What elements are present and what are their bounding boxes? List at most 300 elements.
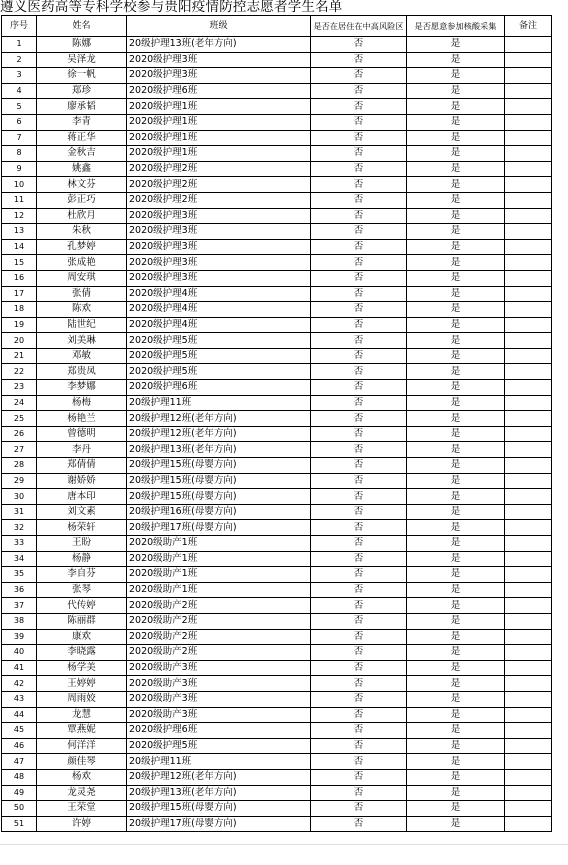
cell-name: 杜欣月 xyxy=(37,208,127,224)
cell-class: 2020级护理3班 xyxy=(127,208,311,224)
cell-risk-area: 否 xyxy=(311,255,407,271)
table-row xyxy=(2,317,552,333)
cell-risk-area: 否 xyxy=(311,551,407,567)
cell-name: 陆世纪 xyxy=(37,317,127,333)
table-row xyxy=(2,473,552,489)
cell-risk-area: 否 xyxy=(311,723,407,739)
cell-risk-area: 否 xyxy=(311,660,407,676)
cell-class: 2020级护理5班 xyxy=(127,738,311,754)
cell-name: 刘美琳 xyxy=(37,333,127,349)
page-bottom-strip xyxy=(0,844,568,865)
cell-note xyxy=(505,489,552,505)
cell-note xyxy=(505,333,552,349)
cell-no: 3 xyxy=(2,68,37,84)
cell-no: 40 xyxy=(2,645,37,661)
volunteer-table xyxy=(1,15,552,832)
cell-willing: 是 xyxy=(407,816,505,832)
cell-class: 2020级助产1班 xyxy=(127,551,311,567)
table-row xyxy=(2,348,552,364)
cell-class: 2020级助产2班 xyxy=(127,598,311,614)
cell-risk-area: 否 xyxy=(311,801,407,817)
cell-note xyxy=(505,255,552,271)
cell-class: 2020级助产2班 xyxy=(127,613,311,629)
cell-note xyxy=(505,348,552,364)
cell-willing: 是 xyxy=(407,551,505,567)
cell-risk-area: 否 xyxy=(311,208,407,224)
cell-name: 唐本印 xyxy=(37,489,127,505)
cell-willing: 是 xyxy=(407,192,505,208)
header-note: 备注 xyxy=(505,16,552,37)
cell-willing: 是 xyxy=(407,224,505,240)
cell-name: 邓敏 xyxy=(37,348,127,364)
cell-note xyxy=(505,473,552,489)
cell-willing: 是 xyxy=(407,738,505,754)
cell-no: 41 xyxy=(2,660,37,676)
cell-no: 17 xyxy=(2,286,37,302)
cell-no: 44 xyxy=(2,707,37,723)
cell-name: 覃燕妮 xyxy=(37,723,127,739)
cell-name: 张成艳 xyxy=(37,255,127,271)
cell-class: 2020级护理5班 xyxy=(127,364,311,380)
table-row xyxy=(2,286,552,302)
cell-note xyxy=(505,130,552,146)
cell-willing: 是 xyxy=(407,114,505,130)
cell-risk-area: 否 xyxy=(311,598,407,614)
cell-name: 姚鑫 xyxy=(37,161,127,177)
table-row xyxy=(2,551,552,567)
cell-note xyxy=(505,458,552,474)
table-row xyxy=(2,489,552,505)
cell-risk-area: 否 xyxy=(311,691,407,707)
cell-willing: 是 xyxy=(407,286,505,302)
cell-name: 康欢 xyxy=(37,629,127,645)
cell-name: 金秋吉 xyxy=(37,146,127,162)
cell-risk-area: 否 xyxy=(311,645,407,661)
cell-name: 陈娜 xyxy=(37,37,127,53)
table-row xyxy=(2,208,552,224)
cell-note xyxy=(505,99,552,115)
cell-risk-area: 否 xyxy=(311,286,407,302)
cell-no: 46 xyxy=(2,738,37,754)
cell-class: 2020级护理1班 xyxy=(127,114,311,130)
cell-name: 郑倩倩 xyxy=(37,458,127,474)
cell-risk-area: 否 xyxy=(311,239,407,255)
cell-risk-area: 否 xyxy=(311,613,407,629)
cell-name: 何洋洋 xyxy=(37,738,127,754)
table-row xyxy=(2,364,552,380)
cell-note xyxy=(505,286,552,302)
cell-risk-area: 否 xyxy=(311,52,407,68)
cell-note xyxy=(505,395,552,411)
cell-class: 2020级护理4班 xyxy=(127,286,311,302)
cell-willing: 是 xyxy=(407,645,505,661)
cell-class: 20级护理12班(老年方向) xyxy=(127,426,311,442)
cell-willing: 是 xyxy=(407,146,505,162)
cell-note xyxy=(505,83,552,99)
cell-no: 27 xyxy=(2,442,37,458)
cell-willing: 是 xyxy=(407,239,505,255)
table-row xyxy=(2,224,552,240)
cell-risk-area: 否 xyxy=(311,411,407,427)
cell-no: 48 xyxy=(2,769,37,785)
cell-willing: 是 xyxy=(407,458,505,474)
table-row xyxy=(2,192,552,208)
cell-name: 李丹 xyxy=(37,442,127,458)
cell-name: 李梦娜 xyxy=(37,380,127,396)
cell-class: 2020级护理6班 xyxy=(127,380,311,396)
cell-class: 20级护理12班(老年方向) xyxy=(127,769,311,785)
cell-no: 11 xyxy=(2,192,37,208)
cell-no: 31 xyxy=(2,504,37,520)
header-willing: 是否愿意参加核酸采集 xyxy=(407,16,505,37)
table-row xyxy=(2,380,552,396)
cell-risk-area: 否 xyxy=(311,364,407,380)
cell-name: 张倩 xyxy=(37,286,127,302)
cell-no: 23 xyxy=(2,380,37,396)
cell-risk-area: 否 xyxy=(311,114,407,130)
cell-risk-area: 否 xyxy=(311,536,407,552)
cell-willing: 是 xyxy=(407,270,505,286)
cell-no: 12 xyxy=(2,208,37,224)
cell-no: 21 xyxy=(2,348,37,364)
cell-willing: 是 xyxy=(407,333,505,349)
cell-name: 龙慧 xyxy=(37,707,127,723)
cell-willing: 是 xyxy=(407,177,505,193)
cell-risk-area: 否 xyxy=(311,333,407,349)
cell-no: 45 xyxy=(2,723,37,739)
cell-risk-area: 否 xyxy=(311,629,407,645)
table-row xyxy=(2,598,552,614)
cell-note xyxy=(505,114,552,130)
cell-risk-area: 否 xyxy=(311,816,407,832)
cell-no: 1 xyxy=(2,37,37,53)
table-row xyxy=(2,567,552,583)
cell-class: 2020级护理4班 xyxy=(127,302,311,318)
cell-name: 杨静 xyxy=(37,551,127,567)
cell-willing: 是 xyxy=(407,691,505,707)
cell-name: 林文芬 xyxy=(37,177,127,193)
cell-class: 20级护理11班 xyxy=(127,395,311,411)
cell-risk-area: 否 xyxy=(311,458,407,474)
cell-name: 李自芬 xyxy=(37,567,127,583)
cell-class: 2020级护理2班 xyxy=(127,192,311,208)
cell-class: 20级护理15班(母婴方向) xyxy=(127,801,311,817)
cell-no: 30 xyxy=(2,489,37,505)
cell-class: 2020级助产1班 xyxy=(127,567,311,583)
cell-risk-area: 否 xyxy=(311,99,407,115)
cell-name: 代传婷 xyxy=(37,598,127,614)
cell-no: 13 xyxy=(2,224,37,240)
cell-no: 35 xyxy=(2,567,37,583)
cell-willing: 是 xyxy=(407,754,505,770)
cell-name: 王婷婷 xyxy=(37,676,127,692)
cell-willing: 是 xyxy=(407,317,505,333)
cell-note xyxy=(505,426,552,442)
cell-willing: 是 xyxy=(407,68,505,84)
cell-willing: 是 xyxy=(407,801,505,817)
cell-note xyxy=(505,317,552,333)
cell-class: 2020级助产1班 xyxy=(127,582,311,598)
cell-note xyxy=(505,270,552,286)
cell-class: 20级护理12班(老年方向) xyxy=(127,411,311,427)
cell-note xyxy=(505,660,552,676)
cell-name: 孔梦婷 xyxy=(37,239,127,255)
cell-no: 36 xyxy=(2,582,37,598)
cell-willing: 是 xyxy=(407,426,505,442)
cell-note xyxy=(505,769,552,785)
cell-note xyxy=(505,707,552,723)
cell-name: 吴泽龙 xyxy=(37,52,127,68)
cell-risk-area: 否 xyxy=(311,224,407,240)
cell-no: 10 xyxy=(2,177,37,193)
cell-note xyxy=(505,738,552,754)
cell-name: 杨欢 xyxy=(37,769,127,785)
cell-note xyxy=(505,380,552,396)
cell-risk-area: 否 xyxy=(311,582,407,598)
cell-name: 王荣堂 xyxy=(37,801,127,817)
cell-risk-area: 否 xyxy=(311,520,407,536)
cell-note xyxy=(505,691,552,707)
table-row xyxy=(2,37,552,53)
cell-note xyxy=(505,192,552,208)
cell-note xyxy=(505,567,552,583)
cell-no: 38 xyxy=(2,613,37,629)
cell-name: 彭正巧 xyxy=(37,192,127,208)
table-row xyxy=(2,52,552,68)
cell-class: 20级护理13班(老年方向) xyxy=(127,442,311,458)
cell-class: 2020级助产3班 xyxy=(127,660,311,676)
cell-note xyxy=(505,302,552,318)
cell-willing: 是 xyxy=(407,364,505,380)
table-row xyxy=(2,520,552,536)
table-row xyxy=(2,239,552,255)
cell-willing: 是 xyxy=(407,208,505,224)
cell-name: 周安琪 xyxy=(37,270,127,286)
cell-note xyxy=(505,161,552,177)
cell-name: 许婷 xyxy=(37,816,127,832)
cell-name: 陈欢 xyxy=(37,302,127,318)
table-header-row xyxy=(2,16,552,37)
table-row xyxy=(2,146,552,162)
cell-name: 郑贵凤 xyxy=(37,364,127,380)
table-row xyxy=(2,754,552,770)
cell-name: 蒋正华 xyxy=(37,130,127,146)
cell-name: 李青 xyxy=(37,114,127,130)
cell-note xyxy=(505,676,552,692)
cell-class: 20级护理17班(母婴方向) xyxy=(127,520,311,536)
cell-note xyxy=(505,754,552,770)
cell-note xyxy=(505,582,552,598)
cell-class: 20级护理16班(母婴方向) xyxy=(127,504,311,520)
cell-class: 20级护理15班(母婴方向) xyxy=(127,489,311,505)
cell-no: 18 xyxy=(2,302,37,318)
table-row xyxy=(2,629,552,645)
cell-no: 7 xyxy=(2,130,37,146)
cell-risk-area: 否 xyxy=(311,302,407,318)
cell-note xyxy=(505,598,552,614)
cell-no: 9 xyxy=(2,161,37,177)
cell-willing: 是 xyxy=(407,380,505,396)
cell-risk-area: 否 xyxy=(311,37,407,53)
cell-class: 2020级助产3班 xyxy=(127,691,311,707)
cell-class: 2020级护理1班 xyxy=(127,146,311,162)
cell-risk-area: 否 xyxy=(311,270,407,286)
cell-class: 2020级护理5班 xyxy=(127,333,311,349)
cell-no: 8 xyxy=(2,146,37,162)
cell-willing: 是 xyxy=(407,99,505,115)
cell-willing: 是 xyxy=(407,536,505,552)
cell-note xyxy=(505,520,552,536)
cell-willing: 是 xyxy=(407,520,505,536)
cell-no: 2 xyxy=(2,52,37,68)
cell-note xyxy=(505,52,552,68)
cell-no: 14 xyxy=(2,239,37,255)
cell-no: 5 xyxy=(2,99,37,115)
cell-class: 2020级护理1班 xyxy=(127,130,311,146)
cell-name: 杨艳兰 xyxy=(37,411,127,427)
cell-class: 2020级助产2班 xyxy=(127,645,311,661)
cell-no: 34 xyxy=(2,551,37,567)
cell-no: 33 xyxy=(2,536,37,552)
cell-no: 26 xyxy=(2,426,37,442)
cell-willing: 是 xyxy=(407,395,505,411)
cell-no: 25 xyxy=(2,411,37,427)
table-row xyxy=(2,99,552,115)
cell-willing: 是 xyxy=(407,348,505,364)
table-row xyxy=(2,738,552,754)
table-row xyxy=(2,723,552,739)
cell-note xyxy=(505,536,552,552)
table-row xyxy=(2,707,552,723)
cell-name: 杨梅 xyxy=(37,395,127,411)
cell-class: 2020级助产3班 xyxy=(127,707,311,723)
cell-name: 陈丽群 xyxy=(37,613,127,629)
cell-note xyxy=(505,785,552,801)
table-row xyxy=(2,411,552,427)
cell-note xyxy=(505,208,552,224)
cell-note xyxy=(505,146,552,162)
cell-risk-area: 否 xyxy=(311,83,407,99)
cell-note xyxy=(505,411,552,427)
table-row xyxy=(2,114,552,130)
table-row xyxy=(2,130,552,146)
cell-willing: 是 xyxy=(407,489,505,505)
cell-class: 2020级护理2班 xyxy=(127,177,311,193)
cell-class: 20级护理13班(老年方向) xyxy=(127,37,311,53)
cell-class: 2020级护理3班 xyxy=(127,68,311,84)
cell-class: 2020级护理6班 xyxy=(127,83,311,99)
cell-risk-area: 否 xyxy=(311,769,407,785)
cell-risk-area: 否 xyxy=(311,567,407,583)
cell-willing: 是 xyxy=(407,660,505,676)
cell-class: 2020级护理3班 xyxy=(127,270,311,286)
cell-note xyxy=(505,801,552,817)
cell-class: 20级护理15班(母婴方向) xyxy=(127,473,311,489)
cell-no: 43 xyxy=(2,691,37,707)
cell-risk-area: 否 xyxy=(311,317,407,333)
cell-name: 颜佳琴 xyxy=(37,754,127,770)
cell-class: 20级护理13班(老年方向) xyxy=(127,785,311,801)
cell-willing: 是 xyxy=(407,255,505,271)
cell-willing: 是 xyxy=(407,504,505,520)
table-row xyxy=(2,660,552,676)
table-row xyxy=(2,177,552,193)
cell-risk-area: 否 xyxy=(311,504,407,520)
cell-no: 39 xyxy=(2,629,37,645)
cell-willing: 是 xyxy=(407,130,505,146)
table-row xyxy=(2,536,552,552)
cell-risk-area: 否 xyxy=(311,130,407,146)
table-row xyxy=(2,676,552,692)
cell-note xyxy=(505,239,552,255)
cell-no: 49 xyxy=(2,785,37,801)
cell-note xyxy=(505,551,552,567)
cell-name: 郑珍 xyxy=(37,83,127,99)
cell-risk-area: 否 xyxy=(311,738,407,754)
cell-name: 杨学美 xyxy=(37,660,127,676)
cell-willing: 是 xyxy=(407,769,505,785)
cell-risk-area: 否 xyxy=(311,395,407,411)
cell-no: 24 xyxy=(2,395,37,411)
table-row xyxy=(2,582,552,598)
cell-risk-area: 否 xyxy=(311,68,407,84)
cell-note xyxy=(505,442,552,458)
cell-note xyxy=(505,68,552,84)
cell-note xyxy=(505,629,552,645)
cell-willing: 是 xyxy=(407,676,505,692)
cell-no: 22 xyxy=(2,364,37,380)
cell-note xyxy=(505,37,552,53)
cell-no: 29 xyxy=(2,473,37,489)
cell-willing: 是 xyxy=(407,613,505,629)
cell-risk-area: 否 xyxy=(311,380,407,396)
cell-note xyxy=(505,504,552,520)
header-no: 序号 xyxy=(2,16,37,37)
cell-class: 2020级护理4班 xyxy=(127,317,311,333)
cell-no: 16 xyxy=(2,270,37,286)
cell-name: 曾德明 xyxy=(37,426,127,442)
document-title: 遵义医药高等专科学校参与贵阳疫情防控志愿者学生名单 xyxy=(0,0,343,15)
cell-willing: 是 xyxy=(407,629,505,645)
cell-no: 51 xyxy=(2,816,37,832)
table-row xyxy=(2,645,552,661)
header-risk-area: 是否在居住在中高风险区 xyxy=(311,16,407,37)
cell-class: 20级护理11班 xyxy=(127,754,311,770)
cell-class: 2020级护理3班 xyxy=(127,224,311,240)
cell-risk-area: 否 xyxy=(311,177,407,193)
cell-no: 37 xyxy=(2,598,37,614)
header-class: 班级 xyxy=(127,16,311,37)
cell-class: 2020级护理5班 xyxy=(127,348,311,364)
cell-class: 2020级护理3班 xyxy=(127,255,311,271)
cell-name: 龙灵尧 xyxy=(37,785,127,801)
cell-no: 42 xyxy=(2,676,37,692)
cell-note xyxy=(505,645,552,661)
table-row xyxy=(2,270,552,286)
cell-willing: 是 xyxy=(407,598,505,614)
table-row xyxy=(2,816,552,832)
cell-no: 19 xyxy=(2,317,37,333)
cell-name: 王盼 xyxy=(37,536,127,552)
cell-risk-area: 否 xyxy=(311,754,407,770)
cell-name: 廖承韬 xyxy=(37,99,127,115)
table-row xyxy=(2,458,552,474)
cell-name: 周雨姣 xyxy=(37,691,127,707)
cell-risk-area: 否 xyxy=(311,161,407,177)
cell-name: 刘文素 xyxy=(37,504,127,520)
cell-note xyxy=(505,177,552,193)
table-row xyxy=(2,68,552,84)
